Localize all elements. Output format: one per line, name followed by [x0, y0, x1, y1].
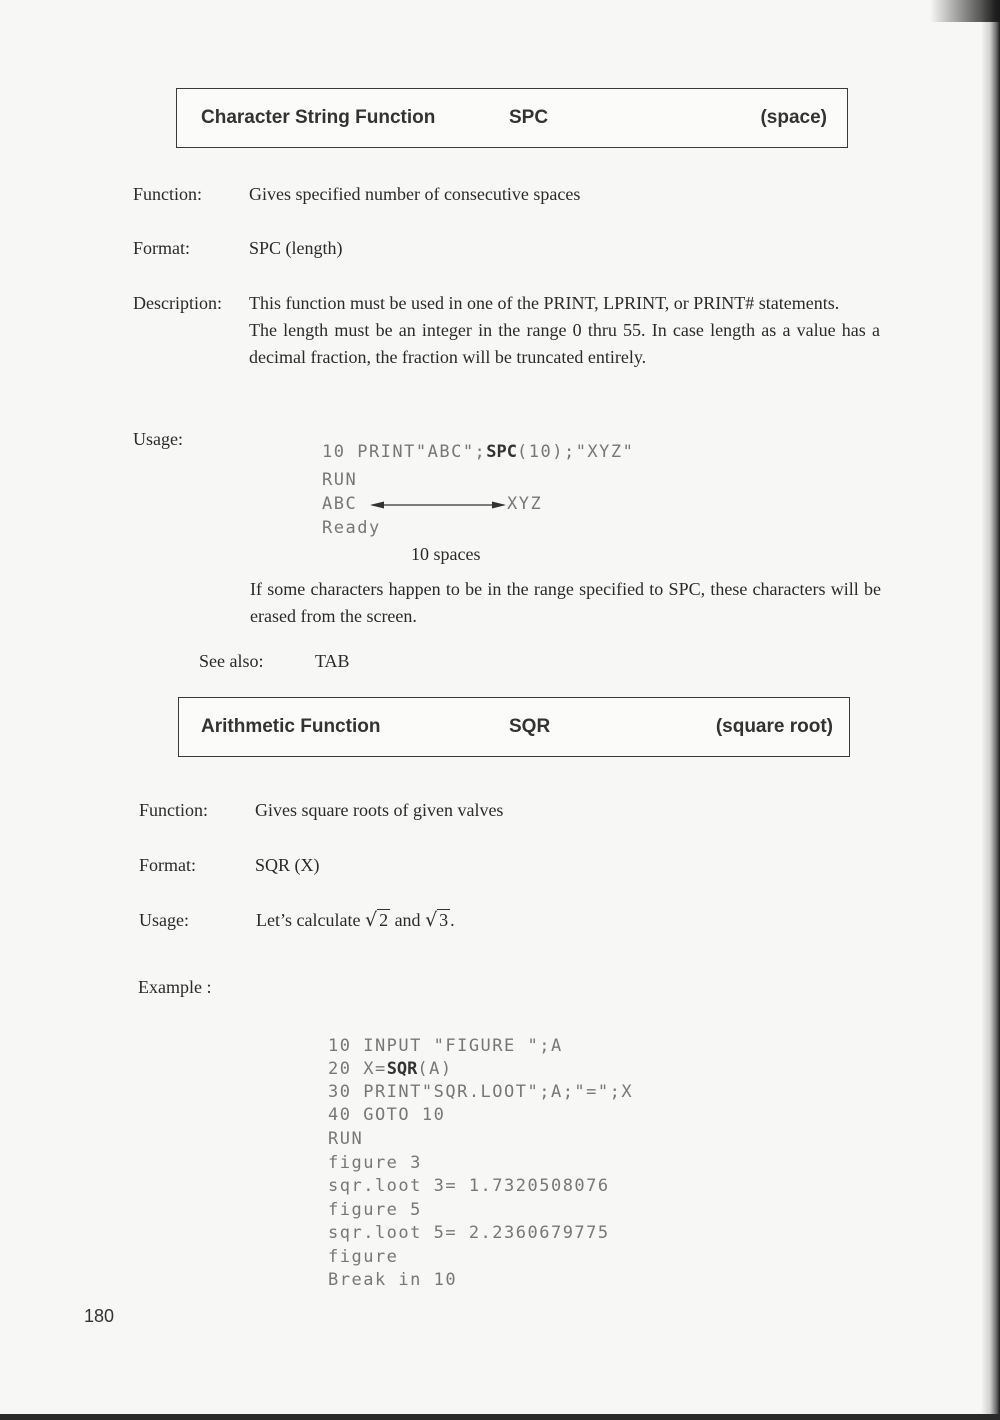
- spc-name: SPC: [509, 107, 549, 128]
- spc-spaces-caption: 10 spaces: [411, 544, 481, 564]
- radical-icon: √: [425, 909, 438, 931]
- spc-description: [249, 290, 880, 371]
- sqr-usage-text-a: Let’s calculate: [256, 910, 361, 930]
- spc-function-label: Function:: [133, 184, 203, 204]
- spc-arrow: [368, 498, 508, 512]
- sqr-code-line3: 30 PRINT"SQR.LOOT";A;"=";X: [328, 1082, 634, 1102]
- sqrt-3-radicand: 3: [439, 910, 449, 930]
- sqr-format-label: Format:: [139, 855, 196, 875]
- sqr-code-line1: 10 INPUT "FIGURE ";A: [328, 1036, 563, 1056]
- spc-code-line2: RUN: [322, 470, 358, 490]
- sqr-category: Arithmetic Function: [201, 716, 381, 737]
- sqr-code-line6: figure 3: [328, 1153, 422, 1173]
- sqr-code-keyword: SQR: [386, 1059, 418, 1079]
- spc-see-also-label: See also:: [199, 651, 264, 671]
- sqrt-2-radicand: 2: [379, 910, 389, 930]
- radical-icon: √: [364, 909, 378, 931]
- sqr-code-line10: figure: [328, 1247, 399, 1267]
- spc-see-also-value: TAB: [315, 651, 350, 671]
- sqr-usage-text-b: and: [394, 910, 421, 930]
- sqr-code-line2: [328, 1057, 453, 1081]
- sqr-code-line2-a: 20 X=: [328, 1059, 387, 1079]
- spc-meaning: (space): [760, 107, 827, 128]
- spc-description-p2: The length must be an integer in the range 0 thru 55. In case length as a value has a decimal fraction, the fraction will be truncated entirely.: [249, 320, 880, 367]
- spc-code-line1-a: 10 PRINT"ABC";: [322, 442, 487, 462]
- sqr-code-line7: sqr.loot 3= 1.7320508076: [328, 1176, 610, 1196]
- spc-code-line4: Ready: [322, 518, 381, 538]
- spc-function-text: Gives specified number of consecutive spaces: [249, 184, 581, 204]
- page-edge-top: [930, 0, 1000, 22]
- page-edge-shadow: [982, 0, 1000, 1420]
- spc-code-line1: [322, 440, 634, 464]
- sqrt-2: [365, 907, 390, 934]
- spc-code-line3-left: ABC: [322, 494, 358, 514]
- spc-code-line1-c: (10);"XYZ": [517, 442, 635, 462]
- spc-code-line3-right: XYZ: [507, 494, 543, 514]
- sqr-code-line11: Break in 10: [328, 1270, 458, 1290]
- sqr-usage-label: Usage:: [139, 910, 189, 930]
- spc-code-keyword: SPC: [486, 442, 518, 462]
- sqr-header-box: [178, 697, 850, 757]
- page-number: 180: [84, 1306, 115, 1326]
- spc-description-label: Description:: [133, 293, 222, 313]
- sqr-code-line5: RUN: [328, 1129, 364, 1149]
- sqr-usage-text-c: .: [450, 910, 455, 930]
- spc-description-p1: This function must be used in one of the PRINT, LPRINT, or PRINT# statements.: [249, 293, 840, 313]
- sqr-function-label: Function:: [139, 800, 209, 820]
- spc-format-label: Format:: [133, 238, 190, 258]
- spc-category: Character String Function: [201, 107, 436, 128]
- sqr-code-line8: figure 5: [328, 1200, 422, 1220]
- spc-header-box: [176, 88, 848, 148]
- sqr-name: SQR: [509, 716, 551, 737]
- sqr-usage-text: [256, 907, 455, 934]
- page-edge-bottom: [0, 1414, 1000, 1420]
- spc-usage-label: Usage:: [133, 429, 183, 449]
- sqr-format-text: SQR (X): [255, 855, 320, 875]
- sqr-function-text: Gives square roots of given valves: [255, 800, 504, 820]
- spc-format-text: SPC (length): [249, 238, 343, 258]
- sqr-code-line9: sqr.loot 5= 2.2360679775: [328, 1223, 610, 1243]
- sqr-example-label: Example :: [138, 977, 212, 997]
- sqr-code-line2-c: (A): [417, 1059, 453, 1079]
- sqr-code-line4: 40 GOTO 10: [328, 1105, 446, 1125]
- sqr-meaning: (square root): [715, 716, 833, 737]
- sqrt-3: [425, 907, 450, 934]
- spc-note: If some characters happen to be in the range specified to SPC, these characters will be erased from the screen.: [250, 579, 881, 626]
